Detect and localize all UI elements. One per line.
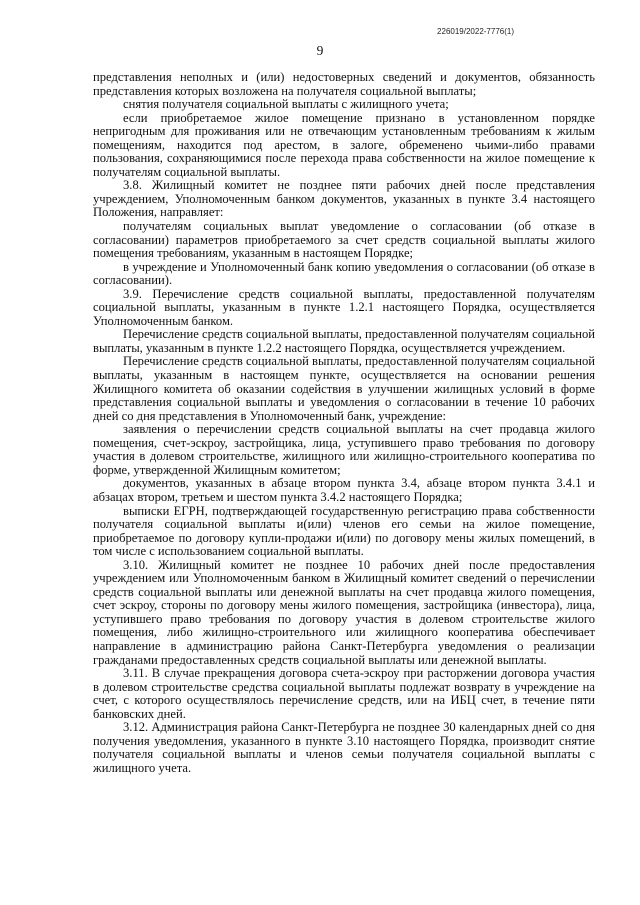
paragraph: 3.9. Перечисление средств социальной выплаты, предоставленной получателям социальной выплаты, указанным в пункте 1.2.1 настоящего Порядка, осуществляется Уполномоченным банком. [93, 286, 595, 328]
paragraph: Перечисление средств социальной выплаты, предоставленной получателям социальной выплаты, указанным в настоящем пункте, осуществляется на основании решения Жилищного комитета об оказании содействия в улучшении жилищных условий в форме представления социальной выплаты и уведомления о согласовании в течение 10 рабочих дней со дня представления в Уполномоченный банк, учреждение: [93, 354, 595, 423]
paragraph: выписки ЕГРН, подтверждающей государственную регистрацию права собственности получателя социальной выплаты и(или) членов его семьи на жилое помещение, приобретаемое по договору купли-продажи и(или) по договору мены жилых помещений, в том числе с использованием социальной выплаты. [93, 503, 595, 559]
paragraph: в учреждение и Уполномоченный банк копию уведомления о согласовании (об отказе в согласовании). [93, 259, 595, 288]
paragraph: 3.12. Администрация района Санкт-Петербурга не позднее 30 календарных дней со дня получения уведомления, указанного в пункте 3.10 настоящего Порядка, производит снятие получателя социальной выплаты и членов семьи получателя социальной выплаты с жилищного учета. [93, 720, 595, 775]
paragraph: 3.11. В случае прекращения договора счета-эскроу при расторжении договора участия в долевом строительстве средства социальной выплаты подлежат возврату в учреждение на счет, с которого осуществлялось перечисление средств, или на ИБЦ счет, в течение пяти банковских дней. [93, 666, 595, 721]
paragraph: Перечисление средств социальной выплаты, предоставленной получателям социальной выплаты, указанным в пункте 1.2.2 настоящего Порядка, осуществляется учреждением. [93, 327, 595, 355]
paragraph: документов, указанных в абзаце втором пункта 3.4, абзаце втором пункта 3.4.1 и абзацах втором, третьем и шестом пункта 3.4.2 настоящего Порядка; [93, 476, 595, 504]
paragraph: 3.10. Жилищный комитет не позднее 10 рабочих дней после предоставления учреждением или Уполномоченным банком в Жилищный комитет сведений о перечислении средств социальной выплаты или денежной выплаты на счет продавца жилого помещения, счет эскроу, стороны по договору мены жилого помещения, застройщика (инвестора), лица, уступившего право требования по договору участия в долевом строительстве жилого помещения, либо жилищно-строительного или жилищного кооператива обеспечивает направление в администрацию района Санкт-Петербурга уведомления о реализации гражданами предоставленных средств социальной выплаты или денежной выплаты. [93, 557, 595, 667]
document-number: 226019/2022-7776(1) [437, 27, 514, 36]
paragraph: 3.8. Жилищный комитет не позднее пяти рабочих дней после представления учреждением, Уполномоченным банком документов, указанных в пункте 3.4 настоящего Положения, направляет: [93, 178, 595, 220]
paragraph: заявления о перечислении средств социальной выплаты на счет продавца жилого помещения, счет-эскроу, застройщика, лица, уступившего право требования по договору участия в долевом строительстве, жилищного или жилищно-строительного кооператива по форме, утвержденной Жилищным комитетом; [93, 422, 595, 477]
paragraph: получателям социальных выплат уведомление о согласовании (об отказе в согласовании) параметров приобретаемого за счет средств социальной выплаты жилого помещения требованиям, указанным в настоящем Порядке; [93, 219, 595, 261]
paragraph: если приобретаемое жилое помещение признано в установленном порядке непригодным для проживания или не отвечающим установленным требованиям к жилым помещениям, находится под арестом, в залоге, обременено чьими-либо правами пользования, сохраняющимися после перехода права собственности на жилое помещение к получателям социальной выплаты. [93, 110, 595, 179]
paragraph: снятия получателя социальной выплаты с жилищного учета; [123, 97, 449, 112]
paragraph: представления неполных и (или) недостоверных сведений и документов, обязанность представления которых возложена на получателя социальной выплаты; [93, 70, 595, 98]
document-body [93, 71, 595, 775]
page-number: 9 [316, 43, 324, 58]
